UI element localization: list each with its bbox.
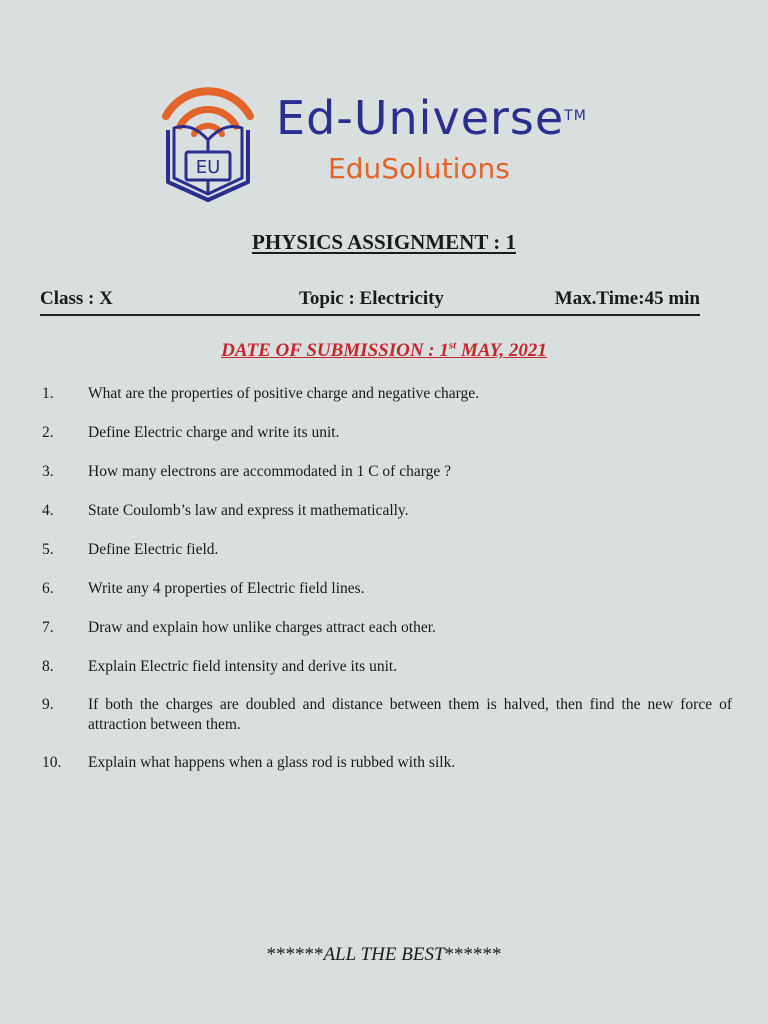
class-label: Class : X bbox=[40, 288, 113, 309]
brand-tagline: EduSolutions bbox=[328, 152, 510, 185]
footer-stars-left: ****** bbox=[266, 944, 324, 965]
question-item bbox=[42, 423, 732, 443]
question-number: 10. bbox=[42, 754, 62, 771]
question-text: Write any 4 properties of Electric field lines. bbox=[88, 580, 365, 597]
question-item bbox=[42, 579, 732, 599]
question-number: 5. bbox=[42, 541, 54, 558]
question-number: 9. bbox=[42, 696, 54, 713]
question-item bbox=[42, 657, 732, 677]
brand-name: Ed-Universe™ bbox=[276, 91, 587, 145]
question-text: If both the charges are doubled and distance between them is halved, then find the new force of attraction between them. bbox=[88, 696, 732, 733]
question-item bbox=[42, 753, 732, 773]
book-signal-icon bbox=[158, 78, 258, 203]
submission-date: DATE OF SUBMISSION : 1st MAY, 2021 bbox=[221, 340, 547, 362]
footer-text: ALL THE BEST bbox=[323, 944, 445, 965]
question-text: State Coulomb’s law and express it mathematically. bbox=[88, 502, 409, 519]
topic-label: Topic : Electricity bbox=[299, 288, 444, 309]
trademark-mark: TM bbox=[564, 108, 587, 124]
question-item bbox=[42, 384, 732, 404]
date-ordinal: st bbox=[448, 340, 457, 352]
max-time-label: Max.Time:45 min bbox=[554, 288, 700, 309]
question-number: 4. bbox=[42, 502, 54, 519]
closing-message bbox=[0, 944, 768, 966]
question-number: 2. bbox=[42, 424, 54, 441]
question-text: Explain what happens when a glass rod is rubbed with silk. bbox=[88, 754, 456, 771]
question-number: 8. bbox=[42, 658, 54, 675]
assignment-info-row bbox=[40, 288, 700, 316]
question-number: 7. bbox=[42, 619, 54, 636]
page-title: PHYSICS ASSIGNMENT : 1 bbox=[252, 230, 516, 254]
question-item bbox=[42, 462, 732, 482]
question-number: 3. bbox=[42, 463, 54, 480]
question-text: What are the properties of positive charge and negative charge. bbox=[88, 385, 480, 402]
question-text: Explain Electric field intensity and derive its unit. bbox=[88, 658, 398, 675]
question-text: How many electrons are accommodated in 1 C of charge ? bbox=[88, 463, 451, 480]
question-item bbox=[42, 540, 732, 560]
question-item bbox=[42, 501, 732, 521]
question-number: 6. bbox=[42, 580, 54, 597]
question-number: 1. bbox=[42, 385, 54, 402]
brand-text bbox=[276, 88, 587, 185]
question-text: Define Electric charge and write its unit. bbox=[88, 424, 340, 441]
question-list bbox=[42, 384, 732, 773]
brand-logo bbox=[158, 78, 628, 208]
logo-monogram: EU bbox=[195, 157, 221, 178]
question-text: Draw and explain how unlike charges attract each other. bbox=[88, 619, 436, 636]
footer-stars-right: ****** bbox=[444, 944, 502, 965]
question-item bbox=[42, 695, 732, 735]
question-item bbox=[42, 618, 732, 638]
question-text: Define Electric field. bbox=[88, 541, 219, 558]
